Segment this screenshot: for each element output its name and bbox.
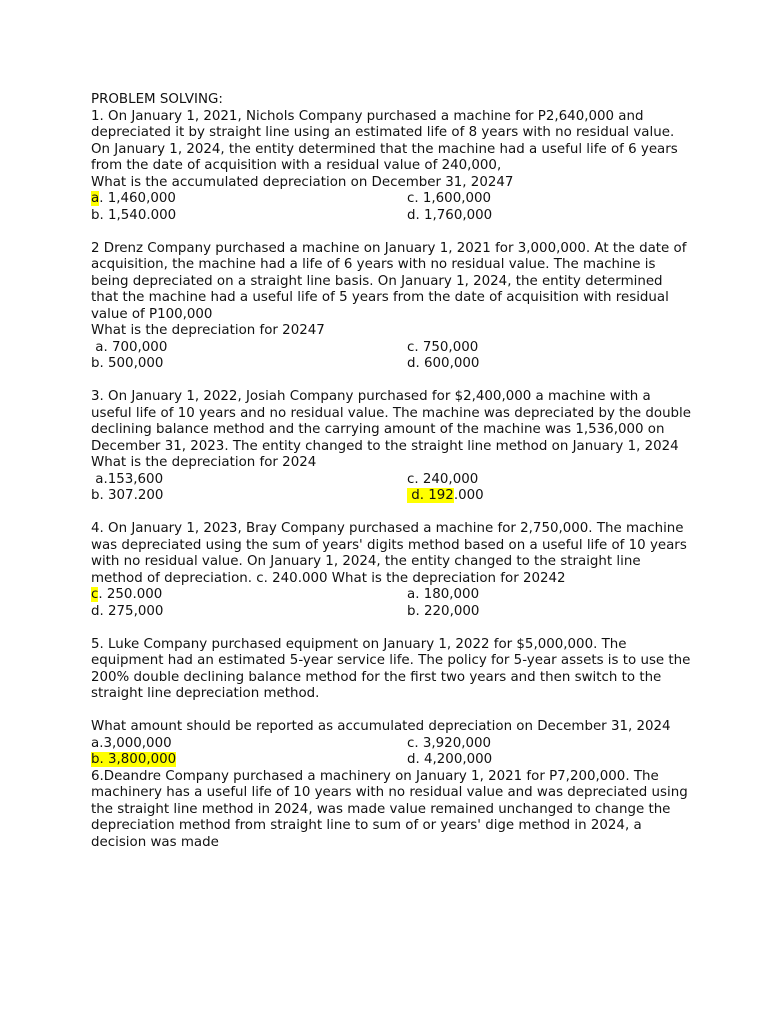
heading: PROBLEM SOLVING: xyxy=(91,92,223,107)
problem-1-text-2: On January 1, 2024, the entity determined that the machine had a useful life of 6 years from the date of acquisition with a residual value of 240,000, xyxy=(91,141,678,173)
problem-3-choices xyxy=(91,472,691,505)
problem-3 xyxy=(91,389,691,505)
choice-d: d. 4,200,000 xyxy=(407,752,493,767)
choice-b: b. 307.200 xyxy=(91,488,164,503)
problem-1-choices xyxy=(91,191,691,224)
choice-c: c. 240,000 xyxy=(407,471,479,487)
highlight-mark: c xyxy=(91,587,99,602)
problem-4-choices xyxy=(91,587,691,620)
problem-3-text: 3. On January 1, 2022, Josiah Company purchased for $2,400,000 a machine with a useful life of 10 years and no residual value. The machine was depreciated by the double declining balance method and the carrying amount of the machine was 1,536,000 on December 31, 2023. The entity changed to the straight line method on January 1, 2024 xyxy=(91,389,692,454)
choice-c: c. 3,920,000 xyxy=(407,735,492,751)
choice-b: b. 220,000 xyxy=(407,603,480,619)
problem-5 xyxy=(91,637,691,769)
choice-b: b. 1,540.000 xyxy=(91,207,177,223)
problem-6-text: 6.Deandre Company purchased a machinery on January 1, 2021 for P7,200,000. The machinery has a useful life of 10 years with no residual value and was depreciated using the straight line method in 2024, was made value remained unchanged to change the depreciation method from straight line to sum of or years' dige method in 2024, a decision was made xyxy=(91,768,688,850)
problem-4 xyxy=(91,521,691,620)
problem-1 xyxy=(91,109,691,225)
problem-3-question: What is the depreciation for 2024 xyxy=(91,455,317,470)
problem-2-choices xyxy=(91,340,691,373)
choice-a: a. 1,460,000 xyxy=(91,191,176,206)
choice-a: a.3,000,000 xyxy=(91,735,172,751)
problem-1-question: What is the accumulated depreciation on December 31, 20247 xyxy=(91,174,514,190)
problem-1-text: 1. On January 1, 2021, Nichols Company purchased a machine for P2,640,000 and depreciated it by straight line using an estimated life of 8 years with no residual value. xyxy=(91,108,675,140)
problem-5-text: 5. Luke Company purchased equipment on January 1, 2022 for $5,000,000. The equipment had an estimated 5-year service life. The policy for 5-year assets is to use the 200% double declining balance method for the first two years and then switch to the straight line depreciation method. xyxy=(91,636,691,701)
highlight-mark: b. 3,800,000 xyxy=(91,752,177,767)
choice-b xyxy=(91,752,407,769)
problem-5-choices xyxy=(91,736,691,769)
problem-4-text: 4. On January 1, 2023, Bray Company purchased a machine for 2,750,000. The machine was depreciated using the sum of years' digits method based on a useful life of 10 years with no residual value. On January 1, 2024, the entity changed to the straight line method of depreciation. c. 240.000 What is the depreciation for 20242 xyxy=(91,521,687,586)
choice-d: d. 600,000 xyxy=(407,356,480,371)
choice-d: d. 275,000 xyxy=(91,603,164,619)
highlight-mark: d. 192 xyxy=(407,488,454,503)
choice-b: b. 500,000 xyxy=(91,356,164,371)
choice-c: c. 1,600,000 xyxy=(407,191,492,206)
choice-c: c. 250.000 xyxy=(91,587,163,602)
choice-d: d. 192.000 xyxy=(407,488,484,503)
document-body xyxy=(91,92,691,868)
problem-6 xyxy=(91,769,691,852)
highlight-mark: a xyxy=(91,191,100,206)
choice-d: d. 1,760,000 xyxy=(407,207,493,223)
problem-2-text: 2 Drenz Company purchased a machine on January 1, 2021 for 3,000,000. At the date of acquisition, the machine had a life of 6 years with no residual value. The machine is being depreciated on a straight line basis. On January 1, 2024, the entity determined that the machine had a useful life of 5 years from the date of acquisition with residual value of P100,000 xyxy=(91,240,687,322)
choice-a: a. 700,000 xyxy=(91,339,168,355)
choice-c: c. 750,000 xyxy=(407,339,479,355)
choice-a: a. 180,000 xyxy=(407,587,480,602)
choice-a: a.153,600 xyxy=(91,471,164,487)
problem-5-question: What amount should be reported as accumulated depreciation on December 31, 2024 xyxy=(91,719,671,734)
problem-2 xyxy=(91,241,691,373)
problem-2-question: What is the depreciation for 20247 xyxy=(91,323,325,338)
